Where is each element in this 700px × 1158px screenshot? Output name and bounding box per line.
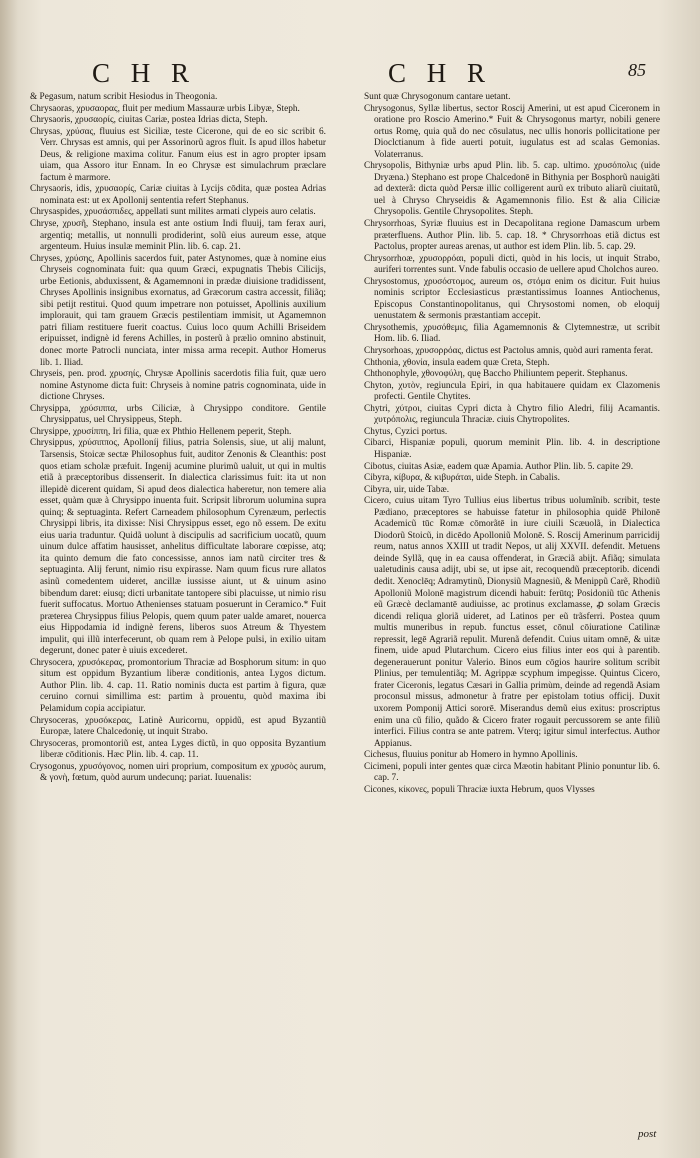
header-right-word: C H R xyxy=(388,58,493,88)
dictionary-entry: Chryse, χρυσῆ, Stephano, insula est ante ostium Indi fluuij, tam ferax auri, argentiq; metallis, ut nonnulli prodiderint, solũ eius aureum esse, atque argenteum. Huius insulæ meminit Plin. lib. 6. cap. 21. xyxy=(30,219,326,253)
dictionary-entry: Chyton, χυτὸν, regiuncula Epiri, in qua habitauere quidam ex Clazomenis profecti. Gentile Chytites. xyxy=(364,380,660,403)
dictionary-entry: Crysogonus, χρυσόγονος, nomen uiri proprium, compositum ex χρυσὸς aurum, & γονὴ, fœtum, quòd aurum undecunq; pariat. Iuuenalis: xyxy=(30,761,326,784)
dictionary-entry: Chrysas, χρύσας, fluuius est Siciliæ, teste Cicerone, qui de eo sic scribit 6. Verr. Chrysas est amnis, qui per Assorinorũ agros fluit. Is apud illos habetur Deus, & religione maxima colitur. Fanum eius est in agro propter ipsam uiam, qua Assoro itur Ennam. In eo Chrysæ est simulachrum præclare factum è marmore. xyxy=(30,126,326,183)
dictionary-entry: Cicones, κίκονες, populi Thraciæ iuxta Hebrum, quos Vlysses xyxy=(364,784,595,795)
dictionary-entry: Chrysoceras, promontoriũ est, antea Lyges dictũ, in quo opposita Byzantium liberæ cōditionis. Hæc Plin. lib. 4. cap. 11. xyxy=(30,738,326,761)
dictionary-entry: & Pegasum, natum scribit Hesiodus in Theogonia. xyxy=(30,92,218,102)
dictionary-entry: Cibyra, κίβυρα, & κιβυράται, uide Steph. in Cabalis. xyxy=(364,473,560,484)
dictionary-entry: Cibotus, ciuitas Asiæ, eadem quæ Apamia. Author Plin. lib. 5. capite 29. xyxy=(364,461,634,472)
dictionary-entry: Chytri, χύτροι, ciuitas Cypri dicta à Chytro filio Aledri, filij Acamantis. χυτρόπολις, regiuncula Thraciæ. ciuis Chytropolites. xyxy=(364,403,660,426)
catchword: post xyxy=(638,1128,657,1140)
dictionary-entry: Chrysothemis, χρυσόθεμις, filia Agamemnonis & Clytemnestræ, ut scribit Hom. lib. 6. Iliad. xyxy=(364,322,660,345)
dictionary-entry: Cicero, cuius uitam Tyro Tullius eius libertus tribus uolumĩnib. scribit, teste Pædiano, præceptores se habuisse fatetur in philosophia quidē Philonē Academicũ tūc Romæ cōmorãtē in iure ciuili Scæuolã, in Dialectica Diodorũ Stoicũ, in dicēdo Apolloniũ Molonē. S. Roscij Amerinum parricidij reum, natus annos XXIII ut tradit Nepos, ut alij XXVII. defendit. Metuens deinde Syllã, quę in ea causa offenderat, in Græciã abijt. Afiãq; simulata ualetudinis causa adijt, ubi se, ut ipse ait, recoquendũ præceptorib. dicendi dedit. Xenoclēq; Adramytinũ, Dionysiũ Magnesiũ, & Menippũ Carẽ, Rhodiũ Apolloniũ Molonē magistrum dicendi habuit: ferūtq; Posidoniũ tūc Athenis eũ Græcè declamantē audiuisse, ac protinus exclamasse, ꝓ solam Græcis dicendi reliqua gloriã uideret, ad Latinos per eũ trãsferri. Postea quum multis muneribus in repub. functus esset, cōnul cōiuratione Catilinæ repressit, legē Agrariã repulit. Murenã defendit. Cuius uitam omnē, & uitæ finem, uide apud Plutarchum. Cicero eius filius inter eos qui à parentib. degenerauerunt ponitur Valerio. Binos eum cōgios haurire solitum scribit Plinius, per temulentiãq; M. Agrippæ scyphum impegisse. Quintus Cicero, frater Ciceronis, legatus Cæsari in Gallia primùm, deinde ad regendã Asiam proconsul missus, admonetur à fratre per epistolam totius officij. Duxit uxorem Pomponij Attici sororē. Miserandus demũ eius exitus: proscriptus enim una cũ filio, quãdo & Cicero frater rogauit percussorem se ante filiũ interfici. Filius contra se ante patrem. Vterq; igitur simul interfectus. Author Appianus. xyxy=(364,496,660,749)
binding-shadow xyxy=(0,0,18,1158)
dictionary-entry: Chthonia, χθονία, insula eadem quæ Creta, Steph. xyxy=(364,357,550,368)
dictionary-entry: Chrysorrhoæ, χρυσορρόαι, populi dicti, quòd in his locis, ut inquit Strabo, auriferi torrentes sunt. Vnde fabulis occasio de uellere apud Cholchos aureo. xyxy=(364,253,660,276)
dictionary-entry: Cicimeni, populi inter gentes quæ circa Mæotin habitant Plinio ponuntur lib. 6. cap. 7. xyxy=(364,761,660,784)
page-number: 85 xyxy=(628,60,646,80)
dictionary-entry: Chrysoceras, χρυσόκερας, Latinè Auricornu, oppidũ, est apud Byzantiũ Europæ, latere Chalcedonię, ut inquit Strabo. xyxy=(30,715,326,738)
dictionary-entry: Chrysogonus, Syllæ libertus, sector Roscij Amerini, ut est apud Ciceronem in oratione pro Roscio Amerino.* Fuit & Chrysogonus martyr, nobili genere ortus Romę, quia quã do nec cōsulatus, nec ullis honoris pollicitatione per Dioclctianum à fide auerti potuit, iugulatus est ad scalas Gemonias. Volaterranus. xyxy=(364,103,660,160)
running-header xyxy=(0,58,700,92)
dictionary-entry: Sunt quæ Chrysogonum cantare uetant. xyxy=(364,92,511,102)
dictionary-entry: Cichesus, fluuius ponitur ab Homero in hymno Apollinis. xyxy=(364,750,578,761)
dictionary-entry: Chrysaoras, χρυσαορας, fluit per medium Massauræ urbis Libyæ, Steph. xyxy=(30,103,300,114)
dictionary-entry: Chrysaoris, idis, χρυσαορίς, Cariæ ciuitas à Lycijs cōdita, quæ postea Adrias nominata est: ut ex Apollonij sententia refert Stephanus. xyxy=(30,184,326,206)
dictionary-entry: Chrysorhoas, χρυσορρόας, dictus est Pactolus amnis, quòd auri ramenta ferat. xyxy=(364,346,653,357)
header-left-word: C H R xyxy=(92,58,197,88)
dictionary-entry: Chrysocera, χρυσόκερας, promontorium Thraciæ ad Bosphorum situm: in quo situm est oppidum Byzantium liberæ conditionis, antea Lygos dictum. Author Plin. lib. 4. cap. 11. Ratio nominis ducta est partim à figura, quæ ceruino cornui simillima est: partim à prouentu, quòd maxima ibi Pelamidum copia accipiatur. xyxy=(30,657,326,714)
dictionary-entry: Chrysaoris, χρυσαορίς, ciuitas Cariæ, postea Idrias dicta, Steph. xyxy=(30,115,268,126)
dictionary-entry: Chryseis, pen. prod. χρυσηίς, Chrysæ Apollinis sacerdotis filia fuit, quæ uero nomine Astynome dicta fuit: Chryseis à nomine patris cognominata, uide in dictione Chryses. xyxy=(30,369,326,403)
dictionary-entry: Chrysippus, χρύσιππος, Apolloníj filius, patria Solensis, siue, ut alij malunt, Tarsensis, Stoicæ sectæ Philosophus fuit, auditor Zenonis & Cleanthis: post quos etiam scholæ præfuit. Ingenij acumine plurimũ ualuit, ut qui in multis etiã à præceptoribus dissenserit. In dialectica clarissimus fuit: ita ut non illepidè dicerent quidam, Si apud deos dialectica haberetur, non temere alia esset, quàm quæ à Chrysippo inuenta fuit. Scripsit librorum uolumina supra quinq; & septuaginta. Refert Carneadem philosophum Cyrenæum, perlectis Chrysippi libris, ita dixisse: Nisi Chrysippus esset, ego nõ essem. De exitu eius uaria traduntur. Quidã uolunt à discipulis ad sacrificium uocatũ, quum uinum dulce affatim hausisset, anhelitus difficultate laborare cœpisse, atq; ita quinto demum die fato concessisse, annos iam natũ circiter tres & septuaginta. Alij ferunt, nimio risu expirasse. Nam quum ficus rure allatos asinũ comedentem uideret, ancillæ iussisse aiunt, ut & uinum asino bibendum daret: eiusq; dicti urbanitate tantopere sibi placuisse, ut nimio risu fuerit suffocatus. Mortuo Athenienses statuam posuerunt in Ceramico.* Fuit præterea Chrysippus filius Pelopis, quem quum pater ualde amaret, nouerca eius Hippodamia id indignè ferens, liberos suos Atreum & Thyestem impulit, qui illũ interfecerunt, ob quam rem à Pelope pulsi, in exilio uitam degerunt, donec pater è uiuis excederet. xyxy=(30,438,326,657)
dictionary-entry: Chryses, χρύσης, Apollinis sacerdos fuit, pater Astynomes, quæ à nomine eius Chryseis cognominata fuit: qua quum Græci, expugnatis Thebis Cilicijs, urbe Eetionis, abduxissent, & Agamemnoni in prædæ diuisione tradidissent, Chryses Apollinis insignibus exornatus, ad Græcorum castra accessit, filiãq; sibi petijt restitui. Quod quum impetrare non potuisset, Apollinis auxilium implorauit, qui tam grauem Græcis pestilentiam immisit, ut Agamemnon patri filiam restituere fuerit coactus. Cuius loco quum Achilli Briseidem eripuisset, indignè id ferens Achilles, in posterũ à prælio omnino abstinuit, donec morte Patrocli nunciata, inter missa arma recepit. Author Homerus lib. 1. Iliad. xyxy=(30,253,326,368)
left-column xyxy=(30,92,326,1132)
dictionary-entry: Chrysaspides, χρυσάσπιδες, appellati sunt milites armati clypeis auro celatis. xyxy=(30,207,316,218)
right-column xyxy=(364,92,660,1132)
dictionary-entry: Cibyra, uir, uide Tabæ. xyxy=(364,484,450,495)
dictionary-entry: Chrysippa, χρύσιππα, urbs Ciliciæ, à Chrysippo conditore. Gentile Chrysippatus, uel Chrysippeus, Steph. xyxy=(30,403,326,426)
dictionary-entry: Chrysopolis, Bithyniæ urbs apud Plin. lib. 5. cap. ultimo. χρυσόπολις (uide Dryæna.) Stephano est prope Chalcedonē in Bithynia per Bosphorũ nauigãti ad dexterã: dicta quòd Persæ illic colligerent aurũ ex tributo aliarũ ciuitatũ, uel à Chryso Chryseidis & Agamemnonis filio. Est & alia Ciliciæ Chrysopolis. Gentile Chrysopolites. Steph. xyxy=(364,161,660,218)
dictionary-entry: Chrysippe, χρυσίππη, Iri filia, quæ ex Phthio Hellenem peperit, Steph. xyxy=(30,426,292,437)
dictionary-entry: Chrysorrhoas, Syriæ fluuius est in Decapolitana regione Damascum urbem præterfluens. Author Plin. lib. 5. cap. 18. * Chrysorrhoas etiã dictus est Pactolus, propter aureas arenas, ut author est idem Plin. lib. 5. cap. 29. xyxy=(364,219,660,253)
dictionary-entry: Cibarci, Hispaniæ populi, quorum meminit Plin. lib. 4. in descriptione Hispaniæ. xyxy=(364,438,660,460)
dictionary-entry: Chrysostomus, χρυσόστομος, aureum os, στόμα enim os dicitur. Fuit huius nominis scriptor Ecclesiasticus præstantissimus Ioannes Antiochenus, Episcopus Constantinopolitanus, qui Chrysostomi nomen, ob eloquij uenustatem & sermonis præstantiam accepit. xyxy=(364,276,660,322)
dictionary-entry: Chthonophyle, χθονοφύλη, quę Baccho Philiuntem peperit. Stephanus. xyxy=(364,369,628,380)
dictionary-entry: Chytus, Cyzici portus. xyxy=(364,426,448,437)
